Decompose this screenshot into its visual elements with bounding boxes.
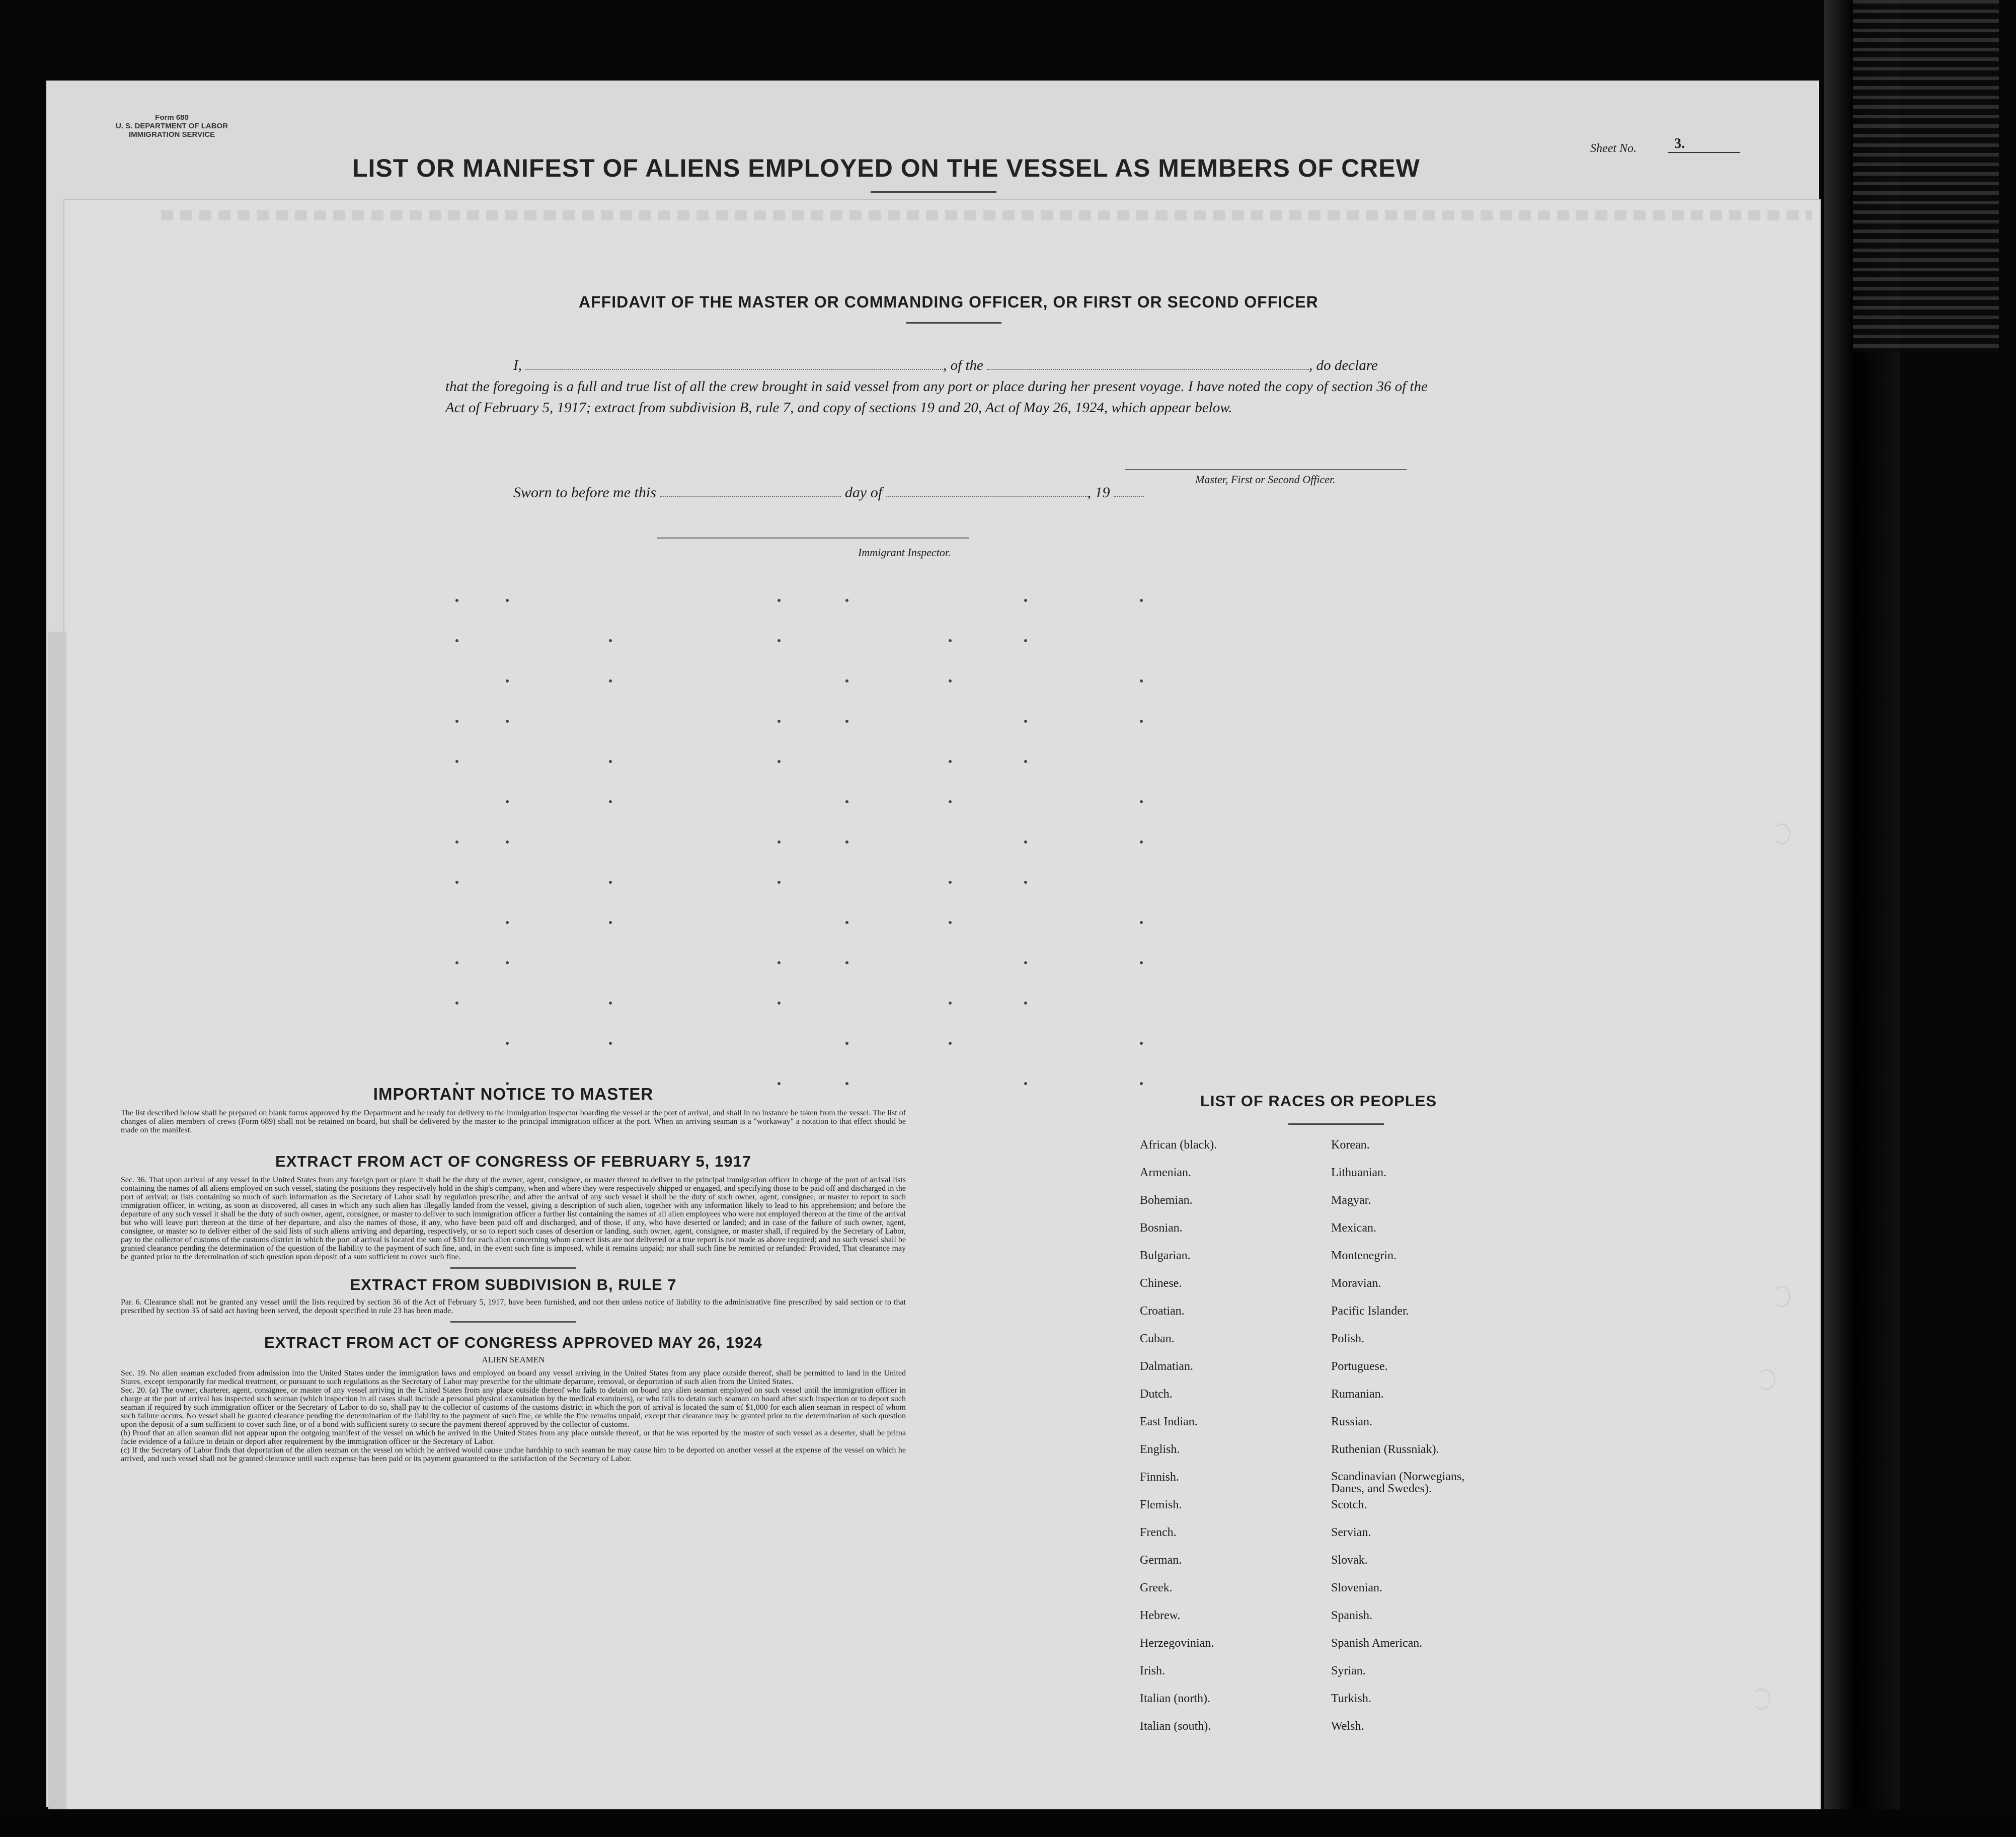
race-item: Lithuanian.: [1331, 1166, 1386, 1179]
bleed-dot: [609, 760, 612, 763]
extract-1917-rule: [450, 1267, 576, 1269]
race-item: Hebrew.: [1140, 1609, 1181, 1622]
bleed-dot: [1024, 599, 1027, 602]
race-item: Slovak.: [1331, 1554, 1368, 1567]
race-item: Spanish American.: [1331, 1637, 1423, 1650]
binder-hole: [1757, 1369, 1775, 1390]
race-item: Rumanian.: [1331, 1388, 1384, 1401]
bleed-dot: [1140, 840, 1143, 844]
extract-1924-sec20b: (b) Proof that an alien seaman did not appear upon the outgoing manifest of the vessel on which he arrived in the United States from any place outside thereof, or that he was reported by the master of such vessel as a deserter, shall be prima facie evidence of a failure to detain or deport after requirement by the immigration officer or the Secretary of Labor.: [121, 1429, 906, 1446]
race-item: Portuguese.: [1331, 1360, 1388, 1373]
bleed-dot: [1140, 800, 1143, 803]
sworn-label: Sworn to before me this: [513, 484, 656, 501]
master-signature-line: [1125, 469, 1407, 470]
bleed-dot: [1024, 840, 1027, 844]
form-identifier: [116, 113, 228, 139]
affidavit-declaration-line: [445, 355, 1439, 376]
bleed-dot: [506, 679, 509, 682]
extract-rule7-title: EXTRACT FROM SUBDIVISION B, RULE 7: [350, 1276, 677, 1293]
race-item: Greek.: [1140, 1581, 1173, 1594]
race-item: Syrian.: [1331, 1664, 1366, 1677]
race-item: Irish.: [1140, 1664, 1165, 1677]
race-item: Croatian.: [1140, 1305, 1185, 1318]
scan-bottom-edge: [0, 1809, 2016, 1837]
race-item: Slovenian.: [1331, 1581, 1382, 1594]
bleed-dot: [455, 961, 458, 964]
bleed-dot: [778, 840, 781, 844]
day-of-label: day of: [844, 484, 883, 501]
bleed-dot: [1140, 599, 1143, 602]
manifest-title: LIST OR MANIFEST OF ALIENS EMPLOYED ON THE VESSEL AS MEMBERS OF CREW: [352, 154, 1420, 182]
bleed-dot: [609, 679, 612, 682]
sworn-day-blank: [660, 484, 841, 497]
race-item: Servian.: [1331, 1526, 1371, 1539]
extract-1917-title: EXTRACT FROM ACT OF CONGRESS OF FEBRUARY 5, 1917: [275, 1153, 751, 1170]
bleed-dot: [949, 800, 952, 803]
affidavit-text: [445, 355, 1439, 418]
bleed-dot: [778, 881, 781, 884]
notice-title: IMPORTANT NOTICE TO MASTER: [373, 1085, 654, 1103]
race-item: Dutch.: [1140, 1388, 1173, 1401]
bleed-dot: [1024, 1002, 1027, 1005]
bleed-dot: [1140, 1042, 1143, 1045]
extract-1917-text: Sec. 36. That upon arrival of any vessel in the United States from any foreign port or place it shall be the duty of the owner, agent, consignee, or master thereof to deliver to the principal immigration officer in charge of the port of arrival lists containing the names of all aliens employed on such vessel, stating the positions they respectively hold in the ship's company, when and where they were respectively shipped or engaged, and specifying those to be paid off and discharged in the port of arrival; or lists containing so much of such information as the Secretary of Labor shall by regulation prescribe; and after the arrival of any such vessel it shall be the duty of such owner, agent, consignee, or master to report to such immigration officer, in writing, as soon as discovered, all cases in which any such alien has illegally landed from the vessel, giving a description of such alien, together with any information likely to lead to his apprehension; and before the departure of any such vessel it shall be the duty of such owner, agent, consignee, or master to deliver to such immigration officer a further list containing the names of all alien employees who were not employed thereon at the time of the arrival but who will leave port thereon at the time of her departure, and also the names of those, if any, who have been paid off and discharged, and of those, if any, who have deserted or landed; and in case of the failure of such owner, agent, consignee, or master so to deliver either of the said lists of such aliens arriving and departing, respectively, or so to report such cases of desertion or landing, such owner, agent, consignee, or master shall, if required by the Secretary of Labor, pay to the collector of customs of the customs district in which the port of arrival is located the sum of $10 for each alien concerning whom correct lists are not delivered or a true report is not made as above required; and no such vessel shall be granted clearance pending the determination of the question of the liability to the payment of such fine, and, in the event such fine is imposed, while it remains unpaid; nor shall such fine be remitted or refunded: Provided, That clearance may be granted prior to the determination of such question upon deposit of a sum sufficient to cover such fine.: [121, 1176, 906, 1261]
bleed-dot: [778, 720, 781, 723]
extract-1924-sec19: Sec. 19. No alien seaman excluded from admission into the United States under the immigration laws and employed on board any vessel arriving in the United States from any place outside thereof, shall be permitted to land in the United States, except temporarily for medical treatment, or pursuant to such regulations as the Secretary of Labor may prescribe for the ultimate departure, removal, or deportation of such alien from the United States.: [121, 1369, 906, 1386]
extract-1924-sec20a: Sec. 20. (a) The owner, charterer, agent, consignee, or master of any vessel arriving in the United States from any place outside thereof who fails to detain on board any alien seaman employed on such vessel until the immigration officer in charge at the port of arrival has inspected such seaman (which inspection in all cases shall include a personal physical examination by the medical examiners), or who fails to detain such seaman on board after such inspection or to deport such seaman if required by such immigration officer or the Secretary of Labor to do so, shall pay to the collector of customs of the customs district in which the port of arrival is located the sum of $1,000 for each alien seaman in respect of whom such failure occurs. No vessel shall be granted clearance pending the determination of the liability to the payment of such fine, or while the fine remains unpaid, except that clearance may be granted prior to the determination of such question upon the deposit of a sum sufficient to cover such fine, or of a bond with sufficient surety to secure the payment thereof approved by the collector of customs.: [121, 1386, 906, 1429]
bleed-dot: [1024, 961, 1027, 964]
left-sheet-edge: [48, 632, 66, 1837]
bleed-dot: [1140, 679, 1143, 682]
bleed-dot: [506, 1042, 509, 1045]
race-item: Herzegovinian.: [1140, 1637, 1214, 1650]
race-item: Magyar.: [1331, 1194, 1371, 1207]
bleed-dot: [1024, 760, 1027, 763]
race-item: English.: [1140, 1443, 1180, 1456]
bleed-dot: [845, 720, 848, 723]
race-item: Scandinavian (Norwegians, Danes, and Swedes).: [1331, 1470, 1465, 1495]
bleed-dot: [778, 599, 781, 602]
binder-hole: [1752, 1689, 1770, 1710]
bleed-dot: [1024, 639, 1027, 642]
race-item: Mexican.: [1331, 1221, 1376, 1235]
bleed-dot: [845, 961, 848, 964]
department-name: U. S. DEPARTMENT OF LABOR: [116, 122, 228, 130]
extract-1924-title: EXTRACT FROM ACT OF CONGRESS APPROVED MAY 26, 1924: [264, 1334, 762, 1351]
sheet-number-value: 3.: [1668, 136, 1740, 153]
race-item: Cuban.: [1140, 1332, 1175, 1345]
race-item: Dalmatian.: [1140, 1360, 1193, 1373]
bleed-dot: [845, 921, 848, 924]
affidavit-sheet: [64, 200, 1820, 1837]
bleed-dot: [949, 639, 952, 642]
bleed-dot: [949, 1042, 952, 1045]
race-item: Italian (south).: [1140, 1720, 1211, 1733]
bleed-dot: [949, 1002, 952, 1005]
bleed-dot: [845, 1042, 848, 1045]
race-item: Montenegrin.: [1331, 1249, 1397, 1262]
bleed-dot: [845, 800, 848, 803]
bleed-dot: [1140, 1082, 1143, 1085]
race-item: Bosnian.: [1140, 1221, 1183, 1235]
master-signature-label: Master, First or Second Officer.: [1195, 473, 1336, 486]
bleed-dot: [609, 921, 612, 924]
bleed-dot: [609, 639, 612, 642]
form-number: Form 680: [155, 113, 189, 122]
sworn-month-blank: [886, 484, 1088, 497]
race-item: Welsh.: [1331, 1720, 1364, 1733]
bleed-dot: [455, 1002, 458, 1005]
bleed-dot: [455, 599, 458, 602]
race-item: Italian (north).: [1140, 1692, 1210, 1705]
race-item: Russian.: [1331, 1415, 1373, 1428]
bleed-dot: [1024, 720, 1027, 723]
bleed-dot: [845, 679, 848, 682]
bleed-dot: [1140, 921, 1143, 924]
bleed-dot: [949, 921, 952, 924]
race-item: French.: [1140, 1526, 1177, 1539]
bleed-dot: [609, 1002, 612, 1005]
race-item: Bulgarian.: [1140, 1249, 1191, 1262]
title-rule: [871, 191, 996, 193]
bleed-dot: [455, 840, 458, 844]
bleed-dot: [506, 840, 509, 844]
binder-hole: [1772, 823, 1791, 845]
bleed-dot: [778, 639, 781, 642]
inspector-signature-line: [657, 538, 969, 539]
bleed-dot: [455, 639, 458, 642]
race-item: Flemish.: [1140, 1498, 1182, 1511]
i-label: I,: [513, 357, 522, 373]
race-item: Moravian.: [1331, 1277, 1381, 1290]
race-item: Korean.: [1331, 1138, 1370, 1152]
bleed-dot: [506, 800, 509, 803]
bleed-dot: [1140, 720, 1143, 723]
bleed-dot: [506, 921, 509, 924]
bleed-dot: [949, 760, 952, 763]
notice-section: [121, 1085, 906, 1463]
bleed-dot: [455, 881, 458, 884]
bleed-dot: [1140, 961, 1143, 964]
sworn-year-blank: [1114, 484, 1144, 497]
extract-rule7-text: Par. 6. Clearance shall not be granted any vessel until the lists required by section 36 of the Act of February 5, 1917, have been furnished, and not then unless notice of liability to the administrative fine prescribed by said section or to that prescribed by section 35 of said act having been served, the deposit specified in rule 23 has been made.: [121, 1298, 906, 1315]
affidavit-rule: [906, 322, 1001, 324]
bleed-dot: [455, 760, 458, 763]
bleed-dot: [845, 599, 848, 602]
race-item: Scotch.: [1331, 1498, 1367, 1511]
bleed-dot: [1024, 881, 1027, 884]
race-item: Chinese.: [1140, 1277, 1182, 1290]
service-name: IMMIGRATION SERVICE: [128, 130, 215, 139]
bleed-dot: [778, 1002, 781, 1005]
race-item: Turkish.: [1331, 1692, 1371, 1705]
bleed-dot: [506, 720, 509, 723]
do-declare-label: , do declare: [1309, 357, 1378, 373]
page-edge-texture: [1853, 0, 1999, 352]
sheet-number-label: Sheet No.: [1590, 142, 1637, 155]
affidavit-body: that the foregoing is a full and true list of all the crew brought in said vessel from any port or place during her present voyage. I have noted the copy of section 36 of the Act of February 5, 1917; extract from subdivision B, rule 7, and copy of sections 19 and 20, Act of May 26, 1924, which appear below.: [445, 378, 1428, 416]
bleed-dot: [949, 679, 952, 682]
bleed-dot: [506, 599, 509, 602]
name-blank: [525, 357, 943, 370]
bleed-dot: [609, 1042, 612, 1045]
affidavit-title: AFFIDAVIT OF THE MASTER OR COMMANDING OFFICER, OR FIRST OR SECOND OFFICER: [579, 293, 1319, 311]
of-the-label: , of the: [943, 357, 983, 373]
bleed-dot: [609, 881, 612, 884]
race-item: Armenian.: [1140, 1166, 1191, 1179]
race-item: East Indian.: [1140, 1415, 1198, 1428]
bleed-dot: [1024, 1082, 1027, 1085]
races-title: LIST OF RACES OR PEOPLES: [1200, 1092, 1437, 1110]
races-rule: [1288, 1123, 1384, 1125]
bleed-dot: [609, 800, 612, 803]
bleed-dot: [506, 961, 509, 964]
race-item: African (black).: [1140, 1138, 1217, 1152]
extract-1924-sec20c: (c) If the Secretary of Labor finds that deportation of the alien seaman on the vessel on which he arrived would cause undue hardship to such seaman he may cause him to be deported on another vessel at the expense of the vessel on which he arrived, and such vessel shall not be granted clearance until such expense has been paid or its payment guaranteed to the satisfaction of the Secretary of Labor.: [121, 1446, 906, 1463]
race-item: German.: [1140, 1554, 1182, 1567]
race-item: Pacific Islander.: [1331, 1305, 1409, 1318]
bleed-dot: [949, 881, 952, 884]
extract-rule7-rule: [450, 1321, 576, 1323]
race-item: Finnish.: [1140, 1471, 1180, 1484]
bleed-dot: [455, 720, 458, 723]
vessel-blank: [987, 357, 1309, 370]
bleed-dot: [845, 840, 848, 844]
notice-text: The list described below shall be prepared on blank forms approved by the Department and be ready for delivery to the immigration inspector boarding the vessel at the port of arrival, and shall in no instance be taken from the vessel. The list of changes of alien members of crews (Form 689) shall not be retained on board, but shall be delivered by the master to the principal immigration officer at the port. When an arriving seaman is a "workaway" a notation to that effect should be made on the manifest.: [121, 1109, 906, 1134]
race-item: Ruthenian (Russniak).: [1331, 1443, 1439, 1456]
inspector-signature-label: Immigrant Inspector.: [858, 546, 951, 559]
bleed-dot: [778, 961, 781, 964]
bleed-through-text: [161, 210, 1812, 220]
binder-hole: [1772, 1286, 1791, 1307]
race-item: Bohemian.: [1140, 1194, 1193, 1207]
bleed-dot: [778, 760, 781, 763]
extract-1924-subtitle: ALIEN SEAMEN: [482, 1355, 545, 1364]
year-label: , 19: [1087, 484, 1110, 501]
race-item: Polish.: [1331, 1332, 1365, 1345]
race-item: Spanish.: [1331, 1609, 1373, 1622]
sworn-line: [513, 484, 1144, 501]
